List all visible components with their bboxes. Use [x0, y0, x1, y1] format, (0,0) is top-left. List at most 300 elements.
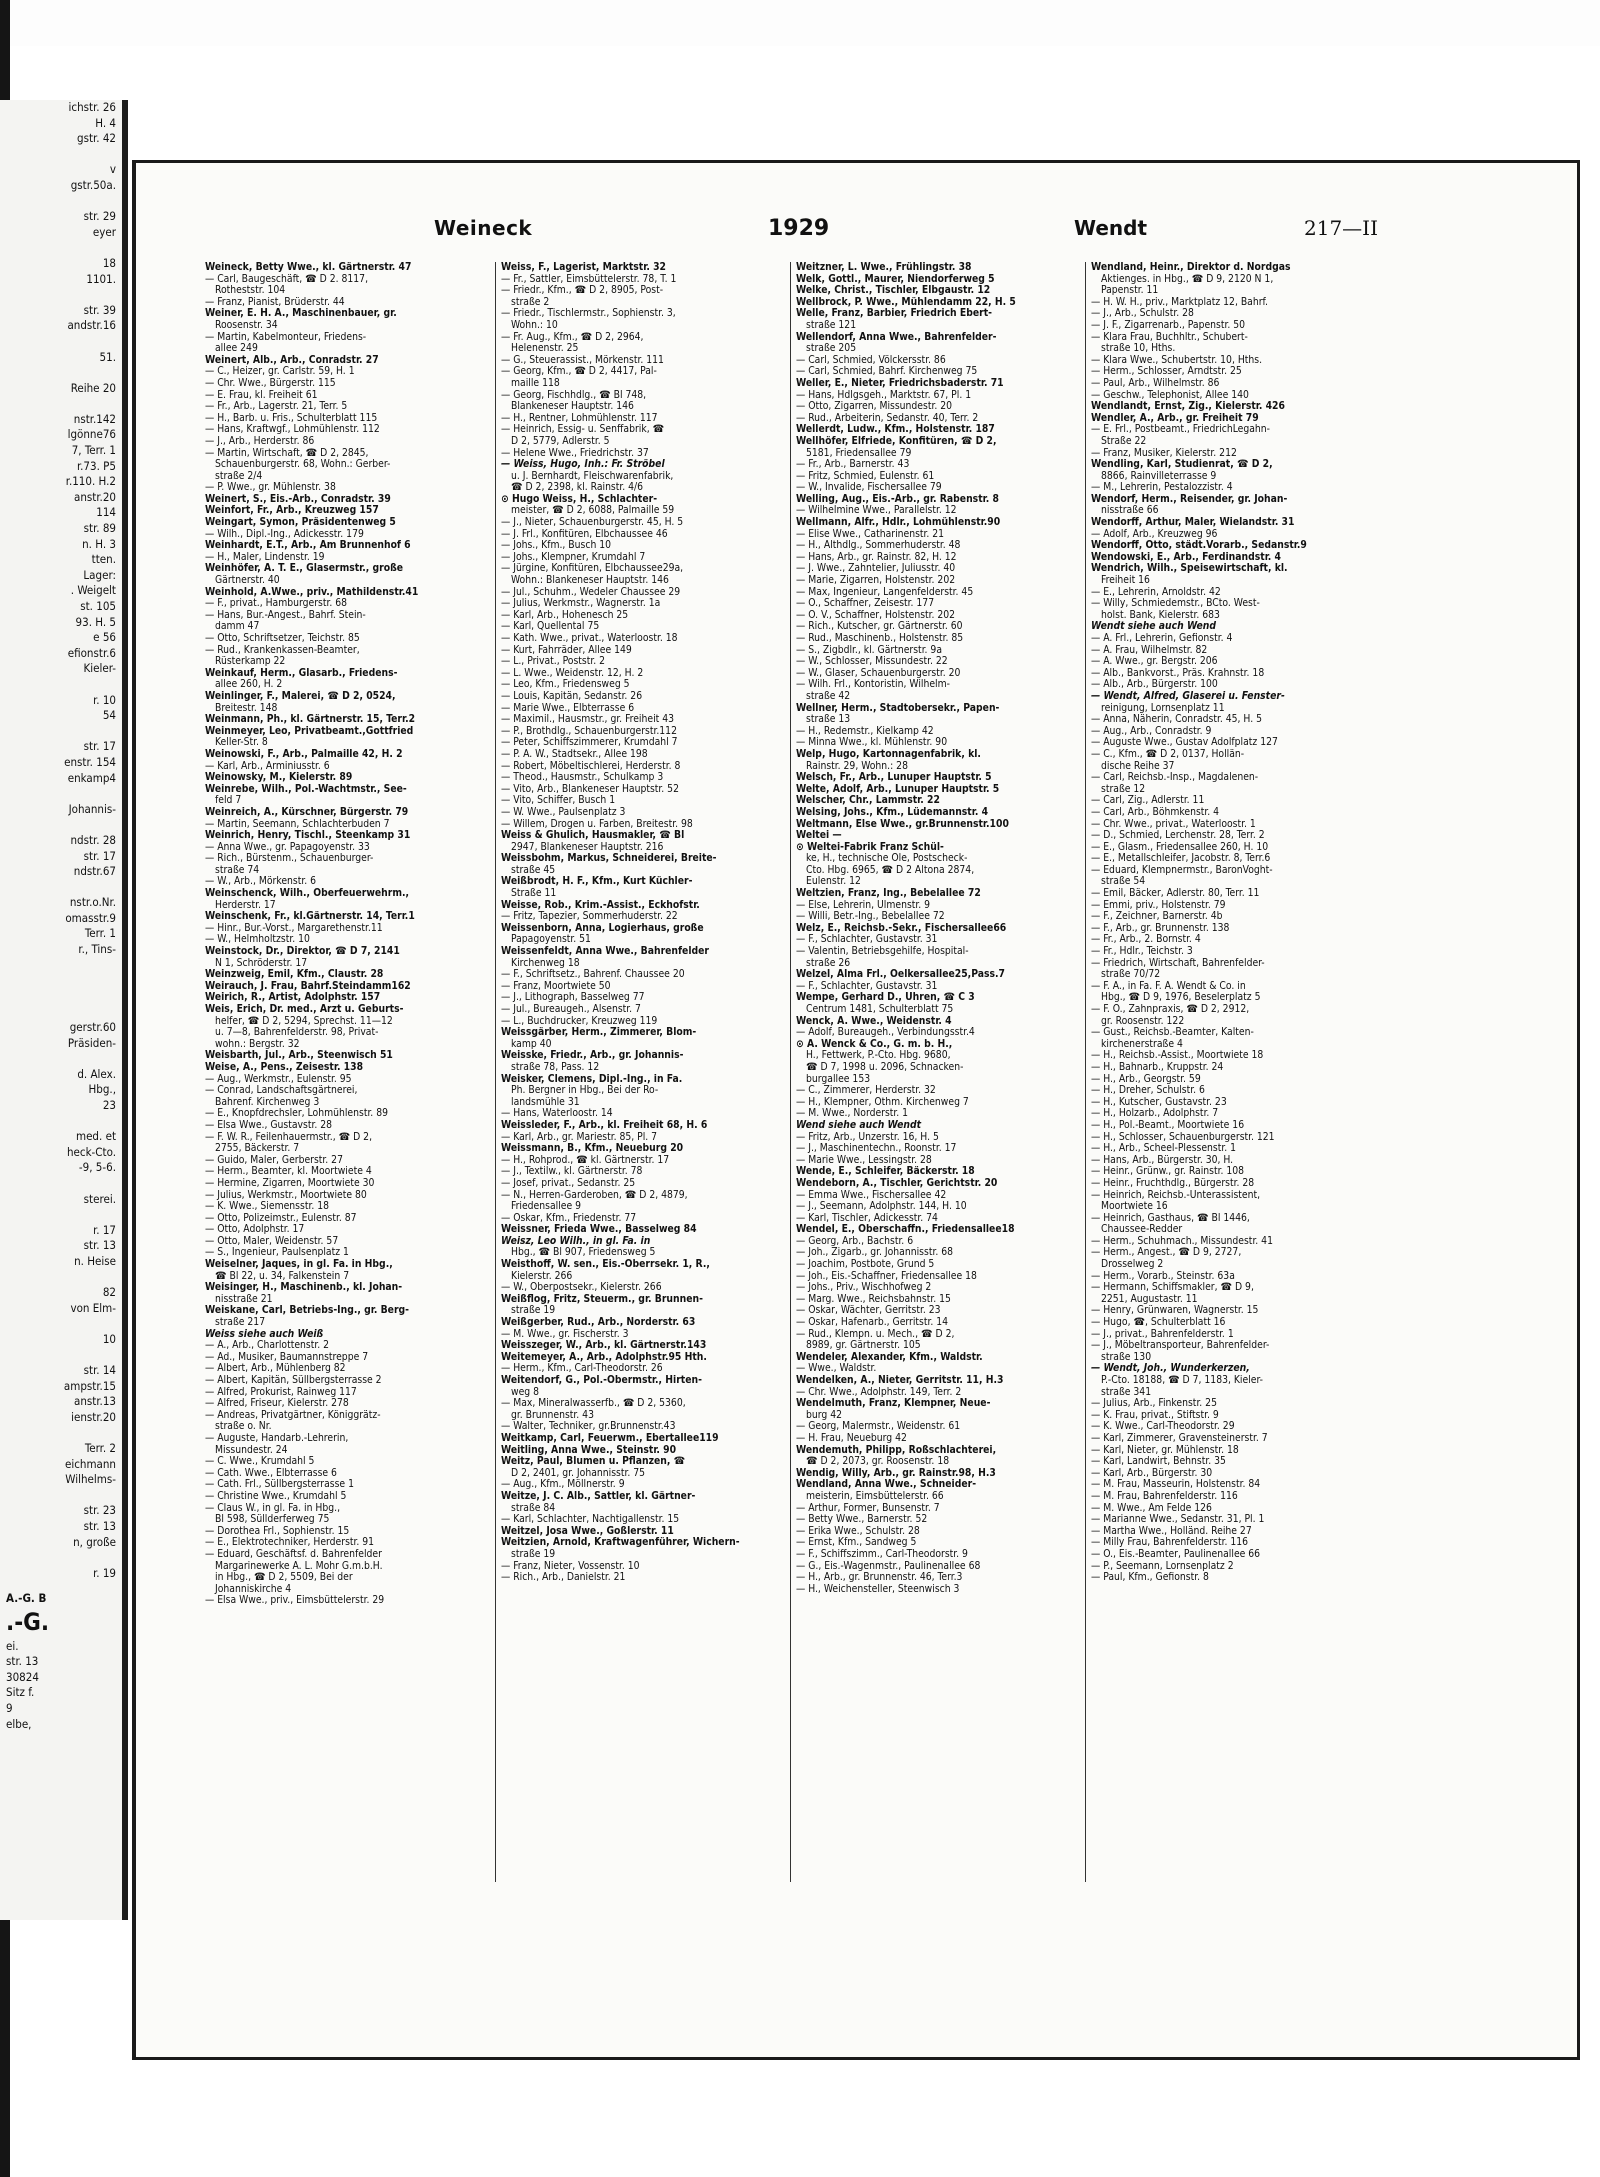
directory-entry: — Carl, Zig., Adlerstr. 11: [1091, 795, 1205, 807]
directory-entry: — G., Steuerassist., Mörkenstr. 111: [501, 354, 664, 366]
directory-entry: Wellner, Herm., Stadtobersekr., Papen-: [796, 702, 1000, 714]
directory-entry: Wendowski, E., Arb., Ferdinandstr. 4: [1091, 551, 1281, 563]
directory-entry: Wendling, Karl, Studienrat, ☎ D 2,: [1091, 459, 1273, 471]
directory-entry: — Fr., Arb., 2. Bornstr. 4: [1091, 934, 1201, 946]
entry-continuation: straße o. Nr.: [215, 1421, 272, 1433]
directory-entry: — K. Wwe., Siemensstr. 18: [205, 1201, 329, 1213]
directory-entry: — Karl, Quellental 75: [501, 621, 600, 633]
entry-continuation: Schauenburgerstr. 68, Wohn.: Gerber-: [215, 459, 391, 471]
directory-entry: — Franz, Moortwiete 50: [501, 980, 611, 992]
previous-page-line: sterei.: [83, 1191, 116, 1206]
previous-page-line: [0, 396, 122, 412]
directory-entry: — Conrad, Landschaftsgärtnerei,: [205, 1085, 358, 1097]
entry-continuation: meister, ☎ D 2, 6088, Palmaille 59: [511, 505, 675, 517]
directory-entry: — Oskar, Hafenarb., Gerritstr. 14: [796, 1317, 949, 1329]
directory-entry: — H., Rentner, Lohmühlenstr. 117: [501, 412, 658, 424]
directory-entry: — H. W. H., priv., Marktplatz 12, Bahrf.: [1091, 296, 1268, 308]
previous-page-line: tten.: [91, 552, 116, 567]
directory-entry: — Hans, Arb., Bürgerstr. 30, H.: [1091, 1154, 1234, 1166]
directory-entry: — Vito, Arb., Blankeneser Hauptstr. 52: [501, 783, 679, 795]
previous-page-ad-line: .-G.: [6, 1608, 50, 1636]
entry-continuation: nisstraße 66: [1101, 505, 1159, 517]
previous-page-line: gerstr.60: [69, 1020, 116, 1035]
previous-page-line: Johannis-: [68, 801, 116, 816]
directory-entry: — Otto, Polizeimstr., Eulenstr. 87: [205, 1212, 357, 1224]
directory-entry: — Erika Wwe., Schulstr. 28: [796, 1525, 920, 1537]
directory-entry: Weise, A., Pens., Zeisestr. 138: [205, 1061, 364, 1073]
previous-page-line: Terr. 1: [84, 926, 116, 941]
directory-entry: — Heinrich, Reichsb.-Unterassistent,: [1091, 1189, 1261, 1201]
directory-entry: — Minna Wwe., kl. Mühlenstr. 90: [796, 737, 948, 749]
entry-continuation: gr. Roosenstr. 122: [1101, 1015, 1185, 1027]
directory-entry: — H., Klempner, Othm. Kirchenweg 7: [796, 1096, 969, 1108]
directory-entry: — W., Invalide, Fischersallee 79: [796, 482, 942, 494]
entry-continuation: holst. Bank, Kielerstr. 683: [1101, 609, 1220, 621]
entry-continuation: Margarinewerke A. L. Mohr G.m.b.H.: [215, 1560, 383, 1572]
directory-entry: Weitzien, Arnold, Kraftwagenführer, Wichern-: [501, 1537, 740, 1549]
directory-entry: — E., Lehrerin, Arnoldstr. 42: [1091, 586, 1221, 598]
entry-continuation: Moortwiete 16: [1101, 1201, 1168, 1213]
directory-entry: Weinschenk, Fr., kl.Gärtnerstr. 14, Terr.1: [205, 911, 415, 923]
entry-continuation: D 2, 5779, Adlerstr. 5: [511, 435, 610, 447]
directory-entry: — Dorothea Frl., Sophienstr. 15: [205, 1525, 350, 1537]
previous-page-line: n. Heise: [74, 1253, 116, 1268]
previous-page-line: -9, 5-6.: [78, 1160, 116, 1175]
entry-continuation: Friedensallee 9: [511, 1201, 582, 1213]
directory-entry: — Aug., Kfm., Möllnerstr. 9: [501, 1479, 625, 1491]
directory-entry: — K. Frau, privat., Stiftstr. 9: [1091, 1409, 1219, 1421]
previous-page-line: gstr. 42: [77, 131, 116, 146]
directory-entry: — Oskar, Kfm., Friedenstr. 77: [501, 1212, 637, 1224]
previous-page-line: str. 14: [83, 1363, 116, 1378]
directory-entry: — C., Heizer, gr. Carlstr. 59, H. 1: [205, 366, 355, 378]
directory-entry: — M. Wwe., gr. Fischerstr. 3: [501, 1328, 629, 1340]
directory-entry: — Ad., Musiker, Baumannstreppe 7: [205, 1351, 369, 1363]
directory-entry: — Fr., Sattler, Eimsbüttelerstr. 78, T. 1: [501, 273, 677, 285]
directory-entry: — Paul, Kfm., Gefionstr. 8: [1091, 1572, 1209, 1584]
directory-entry: — J., Nieter, Schauenburgerstr. 45, H. 5: [501, 517, 684, 529]
directory-entry: Welz, E., Reichsb.-Sekr., Fischersallee66: [796, 922, 1007, 934]
entry-continuation: Keller-Str. 8: [215, 737, 268, 749]
entry-continuation: ☎ D 2, 2073, gr. Roosenstr. 18: [806, 1456, 950, 1468]
previous-page-line: Präsiden-: [67, 1035, 116, 1050]
previous-page-line: [0, 1114, 122, 1130]
directory-entry: — Wendt, Alfred, Glaserei u. Fenster-: [1091, 690, 1285, 702]
previous-page-line: r. 10: [93, 692, 116, 707]
previous-page-line: Wilhelms-: [65, 1472, 116, 1487]
directory-entry: — H., Barb. u. Fris., Schulterblatt 115: [205, 412, 378, 424]
directory-entry: — Karl, Landwirt, Behnstr. 35: [1091, 1456, 1226, 1468]
directory-entry: — Rud., Maschinenb., Holstenstr. 85: [796, 633, 964, 644]
directory-entry: — Hans, Kraftwgf., Lohmühlenstr. 112: [205, 424, 380, 436]
entry-continuation: straße 121: [806, 319, 857, 331]
directory-entry: — Chr. Wwe., Bürgerstr. 115: [205, 377, 336, 389]
previous-page-line: anstr.20: [74, 489, 116, 504]
directory-entry: Welsing, Johs., Kfm., Lüdemannstr. 4: [796, 806, 989, 818]
previous-page-line: [0, 1348, 122, 1364]
directory-entry: — Wilh., Dipl.-Ing., Adickesstr. 179: [205, 528, 364, 540]
directory-entry: — Elsa Wwe., Gustavstr. 28: [205, 1119, 332, 1131]
directory-entry: — Willem, Drogen u. Farben, Breitestr. 98: [501, 818, 693, 830]
directory-entry: — Friedr., Kfm., ☎ D 2, 8905, Post-: [501, 285, 664, 297]
directory-entry: Weitemeyer, A., Arb., Adolphstr.95 Hth.: [501, 1351, 707, 1363]
previous-page-line: str. 89: [83, 521, 116, 536]
directory-entry: — D., Schmied, Lerchenstr. 28, Terr. 2: [1091, 830, 1265, 842]
directory-entry: — Kath. Wwe., privat., Waterloostr. 18: [501, 633, 678, 644]
previous-page-line: [0, 724, 122, 740]
previous-page-line: ienstr.20: [71, 1409, 116, 1424]
directory-entry: — Wendt, Joh., Wunderkerzen,: [1091, 1363, 1250, 1375]
entry-continuation: meisterin, Eimsbüttelerstr. 66: [806, 1490, 944, 1502]
entry-continuation: Wohn.: 10: [511, 319, 558, 331]
directory-entry: Weinrich, Henry, Tischl., Steenkamp 31: [205, 830, 411, 842]
previous-page-ad-line: elbe,: [6, 1716, 32, 1731]
entry-continuation: P.-Cto. 18188, ☎ D 7, 1183, Kieler-: [1101, 1375, 1263, 1386]
previous-page-line: omasstr.9: [65, 910, 116, 925]
column-2: [495, 262, 790, 1882]
column-1: [200, 262, 495, 1882]
previous-page-line: r. 19: [93, 1565, 116, 1580]
directory-entry: — C., Zimmerer, Herderstr. 32: [796, 1085, 936, 1097]
entry-continuation: Freiheit 16: [1101, 575, 1150, 587]
directory-entry: — J., Arb., Herderstr. 86: [205, 435, 315, 447]
entry-continuation: Eulenstr. 12: [806, 876, 861, 888]
directory-entry: — Aug., Arb., Conradstr. 9: [1091, 725, 1212, 737]
directory-entry: — Willi, Betr.-Ing., Bebelallee 72: [796, 911, 945, 923]
directory-entry: — Carl, Baugeschäft, ☎ D 2. 8117,: [205, 273, 369, 285]
previous-page-line: [0, 1207, 122, 1223]
entry-continuation: Rüsterkamp 22: [215, 656, 286, 668]
directory-entry: Weitkamp, Carl, Feuerwm., Ebertallee119: [501, 1432, 719, 1444]
directory-entry: — Kurt, Fahrräder, Allee 149: [501, 644, 632, 656]
entry-continuation: Bahrenf. Kirchenweg 3: [215, 1096, 320, 1108]
previous-page-line: str. 17: [83, 848, 116, 863]
directory-entry: — Otto, Schriftsetzer, Teichstr. 85: [205, 633, 360, 644]
directory-entry: — W., Helmholtzstr. 10: [205, 934, 310, 946]
directory-entry: — Wilhelmine Wwe., Parallelstr. 12: [796, 505, 957, 517]
directory-entry: Wendorf, Herm., Reisender, gr. Johan-: [1091, 493, 1288, 505]
entry-continuation: ☎ D 2, 2398, kl. Rainstr. 4/6: [511, 482, 644, 494]
directory-entry: — Rud., Klempn. u. Mech., ☎ D 2,: [796, 1328, 955, 1340]
entry-continuation: straße 130: [1101, 1351, 1152, 1363]
previous-page-line: 10: [102, 1331, 116, 1346]
previous-page-line: Hbg.,: [88, 1082, 116, 1097]
entry-continuation: burg 42: [806, 1409, 842, 1421]
directory-entry: — Karl, Nieter, gr. Mühlenstr. 18: [1091, 1444, 1239, 1456]
directory-entry: — Johs., Klempner, Krumdahl 7: [501, 551, 646, 563]
directory-entry: — Emil, Bäcker, Adlerstr. 80, Terr. 11: [1091, 888, 1260, 900]
directory-entry: — F., Schlachter, Gustavstr. 31: [796, 934, 938, 946]
directory-entry: — M. Wwe., Norderstr. 1: [796, 1108, 909, 1120]
previous-page-line: e 56: [93, 630, 116, 645]
directory-entry: — Alfred, Friseur, Kielerstr. 278: [205, 1398, 349, 1410]
directory-entry: — L., Buchdrucker, Kreuzweg 119: [501, 1015, 658, 1027]
directory-entry: — Jürgine, Konfitüren, Elbchaussee29a,: [501, 563, 684, 575]
directory-entry: — A. Wwe., gr. Bergstr. 206: [1091, 656, 1218, 668]
previous-page-line: 1101.: [86, 271, 116, 286]
previous-page-line: ichstr. 26: [68, 100, 116, 114]
directory-entry: — Ernst, Kfm., Sandweg 5: [796, 1537, 917, 1549]
previous-page-line: andstr.16: [67, 318, 116, 333]
directory-entry: — O. V., Schaffner, Holstenstr. 202: [796, 609, 956, 621]
directory-entry: — Claus W., in gl. Fa. in Hbg.,: [205, 1502, 341, 1514]
directory-entry: — Hermann, Schiffsmakler, ☎ D 9,: [1091, 1282, 1254, 1294]
directory-entry: Weltzien, Franz, Ing., Bebelallee 72: [796, 888, 981, 900]
directory-entry: — Friedrich, Wirtschaft, Bahrenfelder-: [1091, 957, 1265, 969]
previous-page-marker: A.-G. B: [6, 1591, 47, 1606]
entry-continuation: allee 260, H. 2: [215, 679, 283, 691]
directory-entry: — W., Schlosser, Missundestr. 22: [796, 656, 948, 668]
directory-entry: — H., Redemstr., Kielkamp 42: [796, 725, 934, 737]
directory-entry: Weitendorf, G., Pol.-Obermstr., Hirten-: [501, 1375, 702, 1386]
directory-entry: — Karl, Arb., gr. Mariestr. 85, Pl. 7: [501, 1131, 658, 1143]
directory-entry: — Heinr., Fruchthdlg., Bürgerstr. 28: [1091, 1177, 1255, 1189]
directory-entry: Weisse, Rob., Krim.-Assist., Eckhofstr.: [501, 899, 700, 911]
directory-entry: Weitzner, L. Wwe., Frühlingstr. 38: [796, 262, 972, 273]
directory-entry: — C., Kfm., ☎ D 2, 0137, Hollän-: [1091, 748, 1245, 760]
directory-entry: — J., Lithograph, Basselweg 77: [501, 992, 645, 1004]
column-3: [790, 262, 1085, 1882]
directory-entry: — Martin, Kabelmonteur, Friedens-: [205, 331, 367, 343]
directory-entry: — C. Wwe., Krumdahl 5: [205, 1456, 315, 1468]
directory-entry: — H., Arb., Georgstr. 59: [1091, 1073, 1201, 1085]
entry-continuation: nisstraße 21: [215, 1293, 273, 1305]
previous-page-line: [0, 1051, 122, 1067]
directory-entry: — Fr., Arb., Lagerstr. 21, Terr. 5: [205, 401, 348, 413]
directory-entry: — Otto, Maler, Weidenstr. 57: [205, 1235, 339, 1247]
directory-entry: — Emmi, priv., Holstenstr. 79: [1091, 899, 1226, 911]
directory-entry: — S., Ingenieur, Paulsenplatz 1: [205, 1247, 349, 1259]
previous-page-ad-line: Sitz f.: [6, 1685, 35, 1700]
directory-entry: Weiss & Ghulich, Hausmakler, ☎ Bl: [501, 830, 685, 842]
previous-page-line: lgönne76: [67, 427, 116, 442]
directory-entry: — Carl, Reichsb.-Insp., Magdalenen-: [1091, 772, 1259, 784]
entry-continuation: Gärtnerstr. 40: [215, 575, 280, 587]
previous-page-line: [0, 365, 122, 381]
directory-entry: — Adolf, Bureaugeh., Verbindungsstr.4: [796, 1027, 975, 1039]
scanner-top-margin: [0, 0, 1600, 46]
entry-continuation: D 2, 2401, gr. Johannisstr. 75: [511, 1467, 646, 1479]
directory-entry: Wendig, Willy, Arb., gr. Rainstr.98, H.3: [796, 1467, 996, 1479]
entry-continuation: allee 249: [215, 343, 258, 355]
directory-entry: — Georg, Arb., Bachstr. 6: [796, 1235, 914, 1247]
previous-page-line: [0, 240, 122, 256]
entry-continuation: reinigung, Lornsenplatz 11: [1101, 702, 1225, 714]
previous-page-line: Kieler-: [83, 661, 116, 676]
previous-page-line: str. 17: [83, 739, 116, 754]
directory-entry: — Julius, Werkmstr., Moortwiete 80: [205, 1189, 367, 1201]
entry-continuation: Helenenstr. 25: [511, 343, 579, 355]
directory-entry: — Fritz, Arb., Unzerstr. 16, H. 5: [796, 1131, 939, 1143]
directory-entry: Weinhold, A.Wwe., priv., Mathildenstr.41: [205, 586, 419, 598]
entry-continuation: Roosenstr. 34: [215, 319, 278, 331]
directory-entry: — Louis, Kapitän, Sedanstr. 26: [501, 690, 643, 702]
directory-entry: — Josef, privat., Sedanstr. 25: [501, 1177, 636, 1189]
directory-entry: ⊙ Hugo Weiss, H., Schlachter-: [501, 493, 658, 505]
previous-page-line: [0, 147, 122, 163]
entry-continuation: Papagoyenstr. 51: [511, 934, 591, 946]
directory-entry: — Jul., Schuhm., Wedeler Chaussee 29: [501, 586, 681, 598]
entry-continuation: ke, H., technische Öle, Postscheck-: [806, 853, 968, 865]
entry-continuation: Kielerstr. 266: [511, 1270, 573, 1282]
directory-entry: — Julius, Arb., Finkenstr. 25: [1091, 1398, 1217, 1410]
previous-page-line: [0, 1550, 122, 1566]
directory-entry: — Otto, Zigarren, Missundestr. 20: [796, 401, 952, 413]
directory-entry: Wende, E., Schleifer, Bäckerstr. 18: [796, 1166, 975, 1178]
directory-entry: — Georg, Malermstr., Weidenstr. 61: [796, 1421, 961, 1433]
directory-entry: — Heinr., Grünw., gr. Rainstr. 108: [1091, 1166, 1245, 1178]
entry-continuation: 2251, Augustastr. 11: [1101, 1293, 1198, 1305]
directory-entry: — W. Wwe., Paulsenplatz 3: [501, 806, 626, 818]
entry-continuation: burgallee 153: [806, 1073, 871, 1085]
directory-entry: — Cath. Frl., Süllbergsterrasse 1: [205, 1479, 354, 1491]
directory-entry: — J., Möbeltransporteur, Bahrenfelder-: [1091, 1340, 1270, 1352]
directory-entry: Weltei —: [796, 830, 842, 842]
directory-entry: — K. Wwe., Carl-Theodorstr. 29: [1091, 1421, 1235, 1433]
directory-entry: Weinowski, F., Arb., Palmaille 42, H. 2: [205, 748, 403, 760]
directory-entry: Weitz, Paul, Blumen u. Pflanzen, ☎: [501, 1456, 686, 1468]
directory-entry: Welscher, Chr., Lammstr. 22: [796, 795, 940, 807]
entry-continuation: Cto. Hbg. 6965, ☎ D 2 Altona 2874,: [806, 864, 975, 876]
directory-entry: Welp, Hugo, Kartonnagenfabrik, kl.: [796, 748, 981, 760]
entry-continuation: Blankeneser Hauptstr. 146: [511, 401, 634, 413]
previous-page-line: str. 23: [83, 1503, 116, 1518]
previous-page-line: str. 13: [83, 1238, 116, 1253]
entry-continuation: straße 70/72: [1101, 969, 1161, 981]
directory-entry: — Valentin, Betriebsgehilfe, Hospital-: [796, 946, 969, 958]
directory-entry: — Robert, Möbeltischlerei, Herderstr. 8: [501, 760, 681, 772]
entry-continuation: ☎ Bl 22, u. 34, Falkenstein 7: [215, 1270, 350, 1282]
directory-entry: — Martha Wwe., Holländ. Reihe 27: [1091, 1525, 1252, 1537]
directory-entry: — Herm., Vorarb., Steinstr. 63a: [1091, 1270, 1235, 1282]
directory-entry: — Marg. Wwe., Reichsbahnstr. 15: [796, 1293, 951, 1305]
directory-entry: Weinhöfer, A. T. E., Glasermstr., große: [205, 563, 404, 575]
directory-entry: — Rud., Arbeiterin, Sedanstr. 40, Terr. 2: [796, 412, 979, 424]
entry-continuation: straße 42: [806, 690, 851, 702]
previous-page-line: 82: [102, 1285, 116, 1300]
entry-continuation: straße 12: [1101, 783, 1146, 795]
directory-entry: — Henry, Grünwaren, Wagnerstr. 15: [1091, 1305, 1259, 1317]
directory-entry: Weinowsky, M., Kielerstr. 89: [205, 772, 353, 784]
directory-entry: — F. O., Zahnpraxis, ☎ D 2, 2912,: [1091, 1004, 1250, 1015]
directory-entry: — P. Wwe., gr. Mühlenstr. 38: [205, 482, 336, 494]
previous-page-line: [0, 1004, 122, 1020]
directory-entry: — Rud., Krankenkassen-Beamter,: [205, 644, 360, 656]
directory-entry: Weinmeyer, Leo, Privatbeamt.,Gottfried: [205, 725, 414, 737]
directory-entry: Weisz, Leo Wilh., in gl. Fa. in: [501, 1235, 651, 1247]
directory-entry: — Karl, Schlachter, Nachtigallenstr. 15: [501, 1514, 680, 1526]
directory-entry: Weitze, J. C. Alb., Sattler, kl. Gärtner-: [501, 1490, 696, 1502]
directory-entry: — Marianne Wwe., Sedanstr. 31, Pl. 1: [1091, 1514, 1265, 1526]
previous-page-line: med. et: [75, 1129, 116, 1144]
directory-entry: — Martin, Seemann, Schlachterbuden 7: [205, 818, 390, 830]
entry-continuation: straße 10, Hths.: [1101, 343, 1176, 355]
page-number: 217—II: [1304, 216, 1378, 240]
directory-entry: — Milly Frau, Bahrenfelderstr. 116: [1091, 1537, 1249, 1549]
directory-entry: Weinreich, A., Kürschner, Bürgerstr. 79: [205, 806, 409, 818]
directory-entry: — Cath. Wwe., Elbterrasse 6: [205, 1467, 337, 1479]
entry-continuation: feld 7: [215, 795, 242, 807]
directory-entry: Weisszeger, W., Arb., kl. Gärtnerstr.143: [501, 1340, 707, 1352]
directory-entry: — F., Arb., gr. Brunnenstr. 138: [1091, 922, 1230, 934]
directory-entry: Wendland, Anna Wwe., Schneider-: [796, 1479, 977, 1491]
directory-entry: — E. Frl., Postbeamt., FriedrichLegahn-: [1091, 424, 1271, 436]
previous-page-line: d. Alex.: [77, 1066, 116, 1081]
directory-entry: — Rich., Bürstenm., Schauenburger-: [205, 853, 374, 865]
directory-entry: Welling, Aug., Eis.-Arb., gr. Rabenstr. 8: [796, 493, 999, 505]
directory-entry: — Elsa Wwe., priv., Eimsbüttelerstr. 29: [205, 1595, 385, 1607]
entry-continuation: ☎ D 7, 1998 u. 2096, Schnacken-: [806, 1061, 964, 1073]
directory-entry: — Marie, Zigarren, Holstenstr. 202: [796, 575, 956, 587]
header-first-entry: Weineck: [434, 216, 533, 240]
directory-entry: — Else, Lehrerin, Ulmenstr. 9: [796, 899, 931, 911]
directory-entry: Weissleder, F., Arb., kl. Freiheit 68, H. 6: [501, 1119, 708, 1131]
previous-page-line: str. 29: [83, 209, 116, 224]
directory-entry: Weiss, F., Lagerist, Marktstr. 32: [501, 262, 666, 273]
directory-entry: Weißgerber, Rud., Arb., Norderstr. 63: [501, 1317, 696, 1329]
directory-entry: Weissbohm, Markus, Schneiderei, Breite-: [501, 853, 717, 865]
directory-entry: Weinzweig, Emil, Kfm., Claustr. 28: [205, 969, 384, 981]
previous-page-line: [0, 1176, 122, 1192]
directory-entry: Wendeborn, A., Tischler, Gerichtstr. 20: [796, 1177, 998, 1189]
previous-page-line: n, große: [73, 1534, 116, 1549]
previous-page-line: heck-Cto.: [66, 1144, 116, 1159]
directory-entry: — F., Zeichner, Barnerstr. 4b: [1091, 911, 1223, 923]
entry-continuation: 2947, Blankeneser Hauptstr. 216: [511, 841, 664, 853]
directory-entry: — Herm., Beamter, kl. Moortwiete 4: [205, 1166, 372, 1178]
entry-continuation: straße 74: [215, 864, 260, 876]
previous-page-line: nstr.o.Nr.: [69, 895, 116, 910]
entry-continuation: Aktienges. in Hbg., ☎ D 9, 2120 N 1,: [1101, 273, 1274, 285]
directory-entry: Weller, E., Nieter, Friedrichsbaderstr. 71: [796, 377, 1004, 389]
page-header: [300, 216, 1380, 244]
entry-continuation: straße 45: [511, 864, 556, 876]
previous-page-line: [0, 880, 122, 896]
directory-entry: — W., Arb., Mörkenstr. 6: [205, 876, 316, 888]
directory-entry: — Otto, Adolphstr. 17: [205, 1224, 305, 1236]
directory-entry: Weisske, Friedr., Arb., gr. Johannis-: [501, 1050, 684, 1062]
directory-entry: — E., Knopfdrechsler, Lohmühlenstr. 89: [205, 1108, 388, 1120]
directory-entry: Wendler, A., Arb., gr. Freiheit 79: [1091, 412, 1259, 424]
directory-entry: Weissmann, B., Kfm., Neueburg 20: [501, 1143, 684, 1155]
directory-entry: — J. F., Zigarrenarb., Papenstr. 50: [1091, 319, 1246, 331]
directory-entry: — Carl, Schmied, Bahrf. Kirchenweg 75: [796, 366, 978, 378]
directory-entry: — Weiss, Hugo, Inh.: Fr. Ströbel: [501, 459, 665, 471]
entry-continuation: in Hbg., ☎ D 2, 5509, Bei der: [215, 1572, 353, 1584]
entry-continuation: N 1, Schröderstr. 17: [215, 957, 308, 969]
directory-entry: Weisinger, H., Maschinenb., kl. Johan-: [205, 1282, 403, 1294]
directory-entry: Weinfort, Fr., Arb., Kreuzweg 157: [205, 505, 379, 517]
directory-entry: — A., Arb., Charlottenstr. 2: [205, 1340, 330, 1352]
directory-entry: — Fr. Aug., Kfm., ☎ D 2, 2964,: [501, 331, 644, 343]
directory-entry: — Marie Wwe., Lessingstr. 28: [796, 1154, 932, 1166]
previous-page-line: 93. H. 5: [75, 614, 116, 629]
previous-page-line: [0, 334, 122, 350]
entry-continuation: Straße 22: [1101, 435, 1147, 447]
directory-entry: — J., Maschinentechn., Roonstr. 17: [796, 1143, 957, 1155]
directory-entry: — Guido, Maler, Gerberstr. 27: [205, 1154, 343, 1166]
directory-entry: Wendorff, Arthur, Maler, Wielandstr. 31: [1091, 517, 1295, 529]
directory-entry: — Hans, Hdlgsgeh., Marktstr. 67, Pl. 1: [796, 389, 972, 401]
entry-continuation: weg 8: [511, 1386, 539, 1398]
entry-continuation: straße 19: [511, 1548, 556, 1560]
previous-page-ad-line: 9: [6, 1700, 13, 1715]
entry-continuation: Breitestr. 148: [215, 702, 278, 714]
directory-entry: — F., Schlachter, Gustavstr. 31: [796, 980, 938, 992]
directory-entry: Welzel, Alma Frl., Oelkersallee25,Pass.7: [796, 969, 1005, 981]
entry-continuation: gr. Brunnenstr. 43: [511, 1409, 594, 1421]
entry-continuation: 2755, Bäckerstr. 7: [215, 1143, 300, 1155]
